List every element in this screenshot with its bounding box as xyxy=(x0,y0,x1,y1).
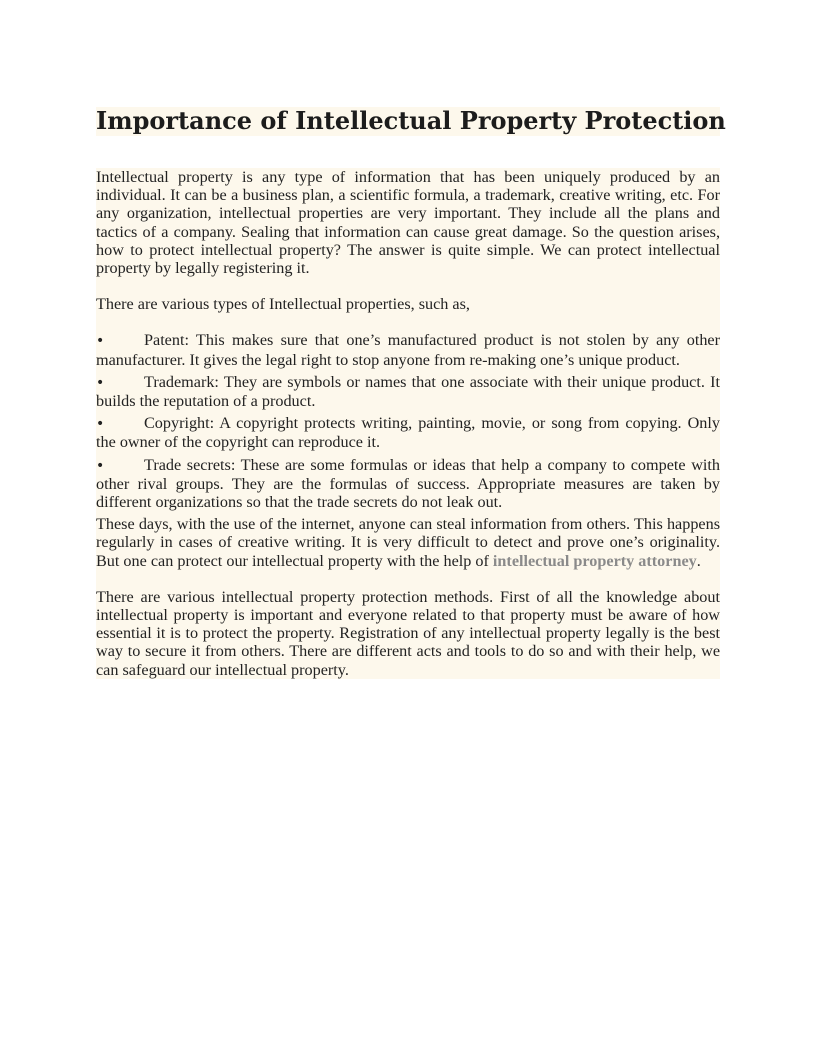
list-item-text: Trade secrets: These are some formulas or ideas that help a company to compete with other rival groups. They are the formulas of success. Appropriate measures are taken by different organizations so that the trade secrets do not leak out. xyxy=(96,455,720,512)
types-lead-paragraph: There are various types of Intellectual properties, such as, xyxy=(96,295,470,314)
methods-paragraph: There are various intellectual property protection methods. First of all the knowledge about intellectual property is important and everyone related to that property must be aware of how essential it is to protect the property. Registration of any intellectual property legally is the best way to secure it from others. There are different acts and tools to do so and with their help, we can safeguard our intellectual property. xyxy=(96,587,720,679)
internet-paragraph-text: These days, with the use of the internet, anyone can steal information from others. This happens regularly in cases of creative writing. It is very difficult to detect and prove one’s originality. But one can protect our intellectual property with the help of xyxy=(96,515,720,570)
bullet-icon: • xyxy=(96,333,105,350)
attorney-link[interactable]: intellectual property attorney xyxy=(492,551,697,570)
list-item-text: Copyright: A copyright protects writing, painting, movie, or song from copying. Only the owner of the copyright can reproduce it. xyxy=(96,414,720,452)
list-item-text: Patent: This makes sure that one’s manufactured product is not stolen by any other manufacturer. It gives the legal right to stop anyone from re-making one’s unique product. xyxy=(96,331,720,369)
paragraph-gap xyxy=(96,570,720,588)
paragraph-gap xyxy=(96,313,720,331)
list-item-trade-secrets xyxy=(96,456,720,512)
list-item-patent xyxy=(96,331,720,368)
period: . xyxy=(696,551,701,570)
bullet-icon: • xyxy=(96,416,105,433)
list-item-trademark xyxy=(96,373,720,410)
bullet-icon: • xyxy=(96,457,105,474)
intro-paragraph: Intellectual property is any type of information that has been uniquely produced by an individual. It can be a business plan, a scientific formula, a trademark, creative writing, etc. For any organization, intellectual properties are very important. They include all the plans and tactics of a company. Sealing that information can cause great damage. So the question arises, how to protect intellectual property? The answer is quite simple. We can protect intellectual property by legally registering it. xyxy=(96,168,720,278)
list-item-text: Trademark: They are symbols or names that one associate with their unique product. It builds the reputation of a product. xyxy=(96,372,720,411)
article-body xyxy=(96,168,720,679)
list-item-copyright xyxy=(96,414,720,451)
bullet-icon: • xyxy=(96,374,105,391)
page-title: Importance of Intellectual Property Protection xyxy=(96,106,726,135)
paragraph-gap xyxy=(96,277,720,295)
internet-paragraph xyxy=(96,515,720,570)
